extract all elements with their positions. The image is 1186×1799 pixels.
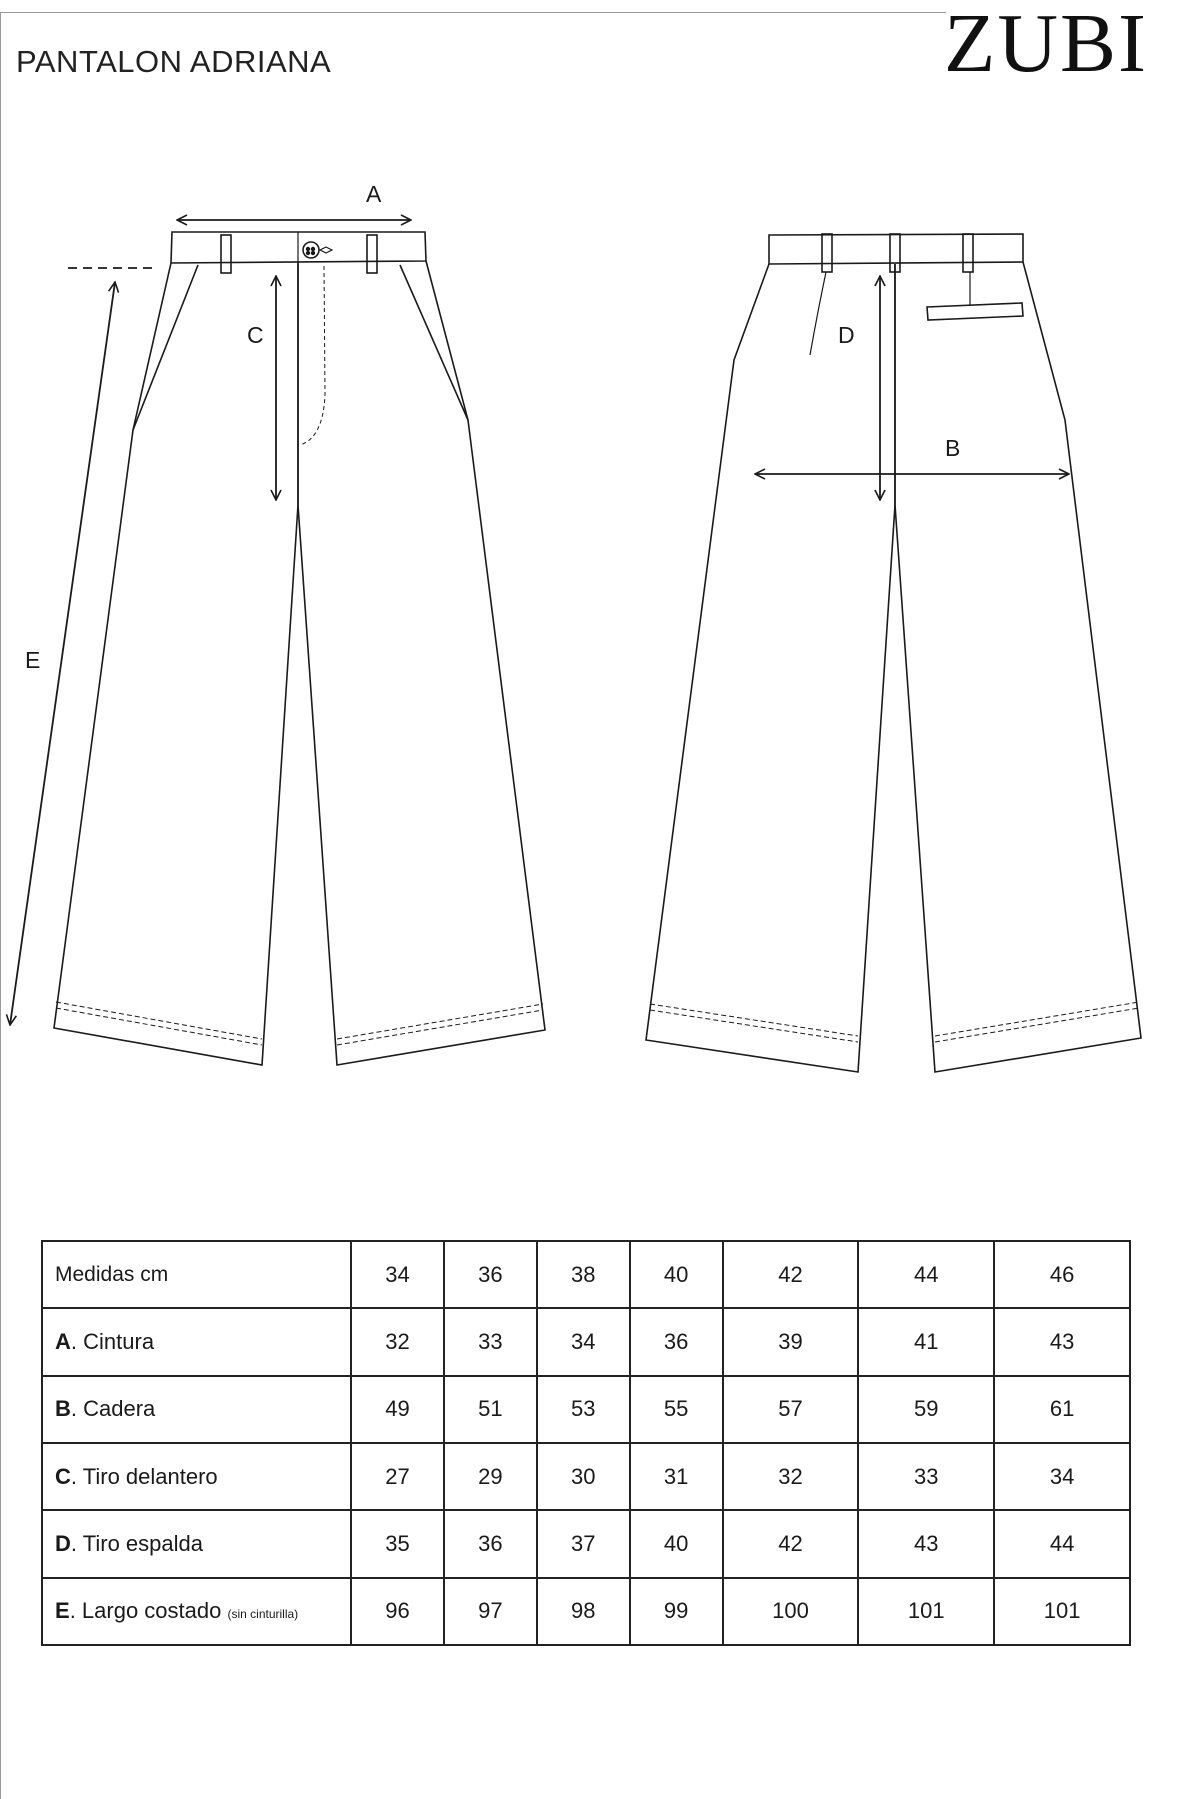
back-belt-loop-right <box>963 234 973 272</box>
value-cell: 51 <box>444 1376 537 1443</box>
value-cell: 32 <box>351 1308 444 1375</box>
back-view <box>646 234 1141 1072</box>
back-left-leg <box>646 264 895 1072</box>
table-row <box>42 1578 1130 1645</box>
measure-code: A <box>55 1328 71 1354</box>
value-cell: 43 <box>994 1308 1130 1375</box>
value-cell: 39 <box>723 1308 859 1375</box>
front-right-leg <box>298 261 545 1065</box>
value-cell: 27 <box>351 1443 444 1510</box>
value-cell: 53 <box>537 1376 630 1443</box>
size-cell: 46 <box>994 1241 1130 1308</box>
value-cell: 34 <box>994 1443 1130 1510</box>
measure-note: (sin cinturilla) <box>227 1607 299 1622</box>
size-cell: 42 <box>723 1241 859 1308</box>
value-cell: 36 <box>630 1308 723 1375</box>
code-separator: . <box>70 1463 78 1489</box>
label-a: A <box>366 181 382 207</box>
row-label <box>42 1443 351 1510</box>
code-separator: . <box>70 1396 78 1422</box>
value-cell: 37 <box>537 1510 630 1577</box>
back-pocket <box>927 303 1023 320</box>
value-cell: 49 <box>351 1376 444 1443</box>
measure-code: C <box>55 1463 71 1489</box>
value-cell: 61 <box>994 1376 1130 1443</box>
measure-code: E <box>55 1598 70 1624</box>
fly-stitch <box>300 266 325 445</box>
table-row <box>42 1443 1130 1510</box>
value-cell: 34 <box>537 1308 630 1375</box>
value-cell: 29 <box>444 1443 537 1510</box>
row-label <box>42 1376 351 1443</box>
front-belt-loop-left <box>221 235 231 273</box>
header-label-cell: Medidas cm <box>42 1241 351 1308</box>
size-cell: 36 <box>444 1241 537 1308</box>
value-cell: 30 <box>537 1443 630 1510</box>
value-cell: 33 <box>858 1443 994 1510</box>
front-view <box>54 232 545 1065</box>
table-row <box>42 1510 1130 1577</box>
button-icon <box>303 242 319 258</box>
table-row <box>42 1376 1130 1443</box>
value-cell: 57 <box>723 1376 859 1443</box>
value-cell: 55 <box>630 1376 723 1443</box>
back-waistband <box>769 234 1023 264</box>
value-cell: 96 <box>351 1578 444 1645</box>
size-cell: 34 <box>351 1241 444 1308</box>
value-cell: 97 <box>444 1578 537 1645</box>
measure-name: Largo costado <box>75 1598 228 1624</box>
back-belt-loop-left <box>822 234 832 272</box>
table-header-row <box>42 1241 1130 1308</box>
measure-code: D <box>55 1530 71 1556</box>
code-separator: . <box>69 1598 76 1624</box>
value-cell: 99 <box>630 1578 723 1645</box>
value-cell: 42 <box>723 1510 859 1577</box>
code-separator: . <box>70 1328 78 1354</box>
value-cell: 44 <box>994 1510 1130 1577</box>
page-title: PANTALON ADRIANA <box>16 44 332 79</box>
measure-code: B <box>55 1396 71 1422</box>
value-cell: 101 <box>994 1578 1130 1645</box>
value-cell: 32 <box>723 1443 859 1510</box>
measure-name: Tiro delantero <box>77 1463 218 1489</box>
label-e: E <box>25 647 41 673</box>
row-label <box>42 1308 351 1375</box>
front-belt-loop-right <box>367 235 377 273</box>
value-cell: 98 <box>537 1578 630 1645</box>
row-label <box>42 1510 351 1577</box>
size-table <box>41 1240 1131 1646</box>
back-right-leg <box>895 262 1141 1072</box>
table-row <box>42 1308 1130 1375</box>
value-cell: 31 <box>630 1443 723 1510</box>
label-b: B <box>945 435 961 461</box>
front-left-leg <box>54 263 298 1065</box>
measure-name: Cintura <box>77 1328 155 1354</box>
code-separator: . <box>70 1530 78 1556</box>
measure-name: Tiro espalda <box>77 1530 203 1556</box>
value-cell: 40 <box>630 1510 723 1577</box>
value-cell: 43 <box>858 1510 994 1577</box>
value-cell: 100 <box>723 1578 859 1645</box>
label-c: C <box>247 322 264 348</box>
value-cell: 35 <box>351 1510 444 1577</box>
size-cell: 38 <box>537 1241 630 1308</box>
brand-logo: ZUBI <box>944 0 1148 90</box>
value-cell: 33 <box>444 1308 537 1375</box>
size-cell: 40 <box>630 1241 723 1308</box>
value-cell: 59 <box>858 1376 994 1443</box>
row-label <box>42 1578 351 1645</box>
size-cell: 44 <box>858 1241 994 1308</box>
label-d: D <box>838 322 855 348</box>
value-cell: 36 <box>444 1510 537 1577</box>
value-cell: 101 <box>858 1578 994 1645</box>
value-cell: 41 <box>858 1308 994 1375</box>
measure-name: Cadera <box>77 1396 156 1422</box>
